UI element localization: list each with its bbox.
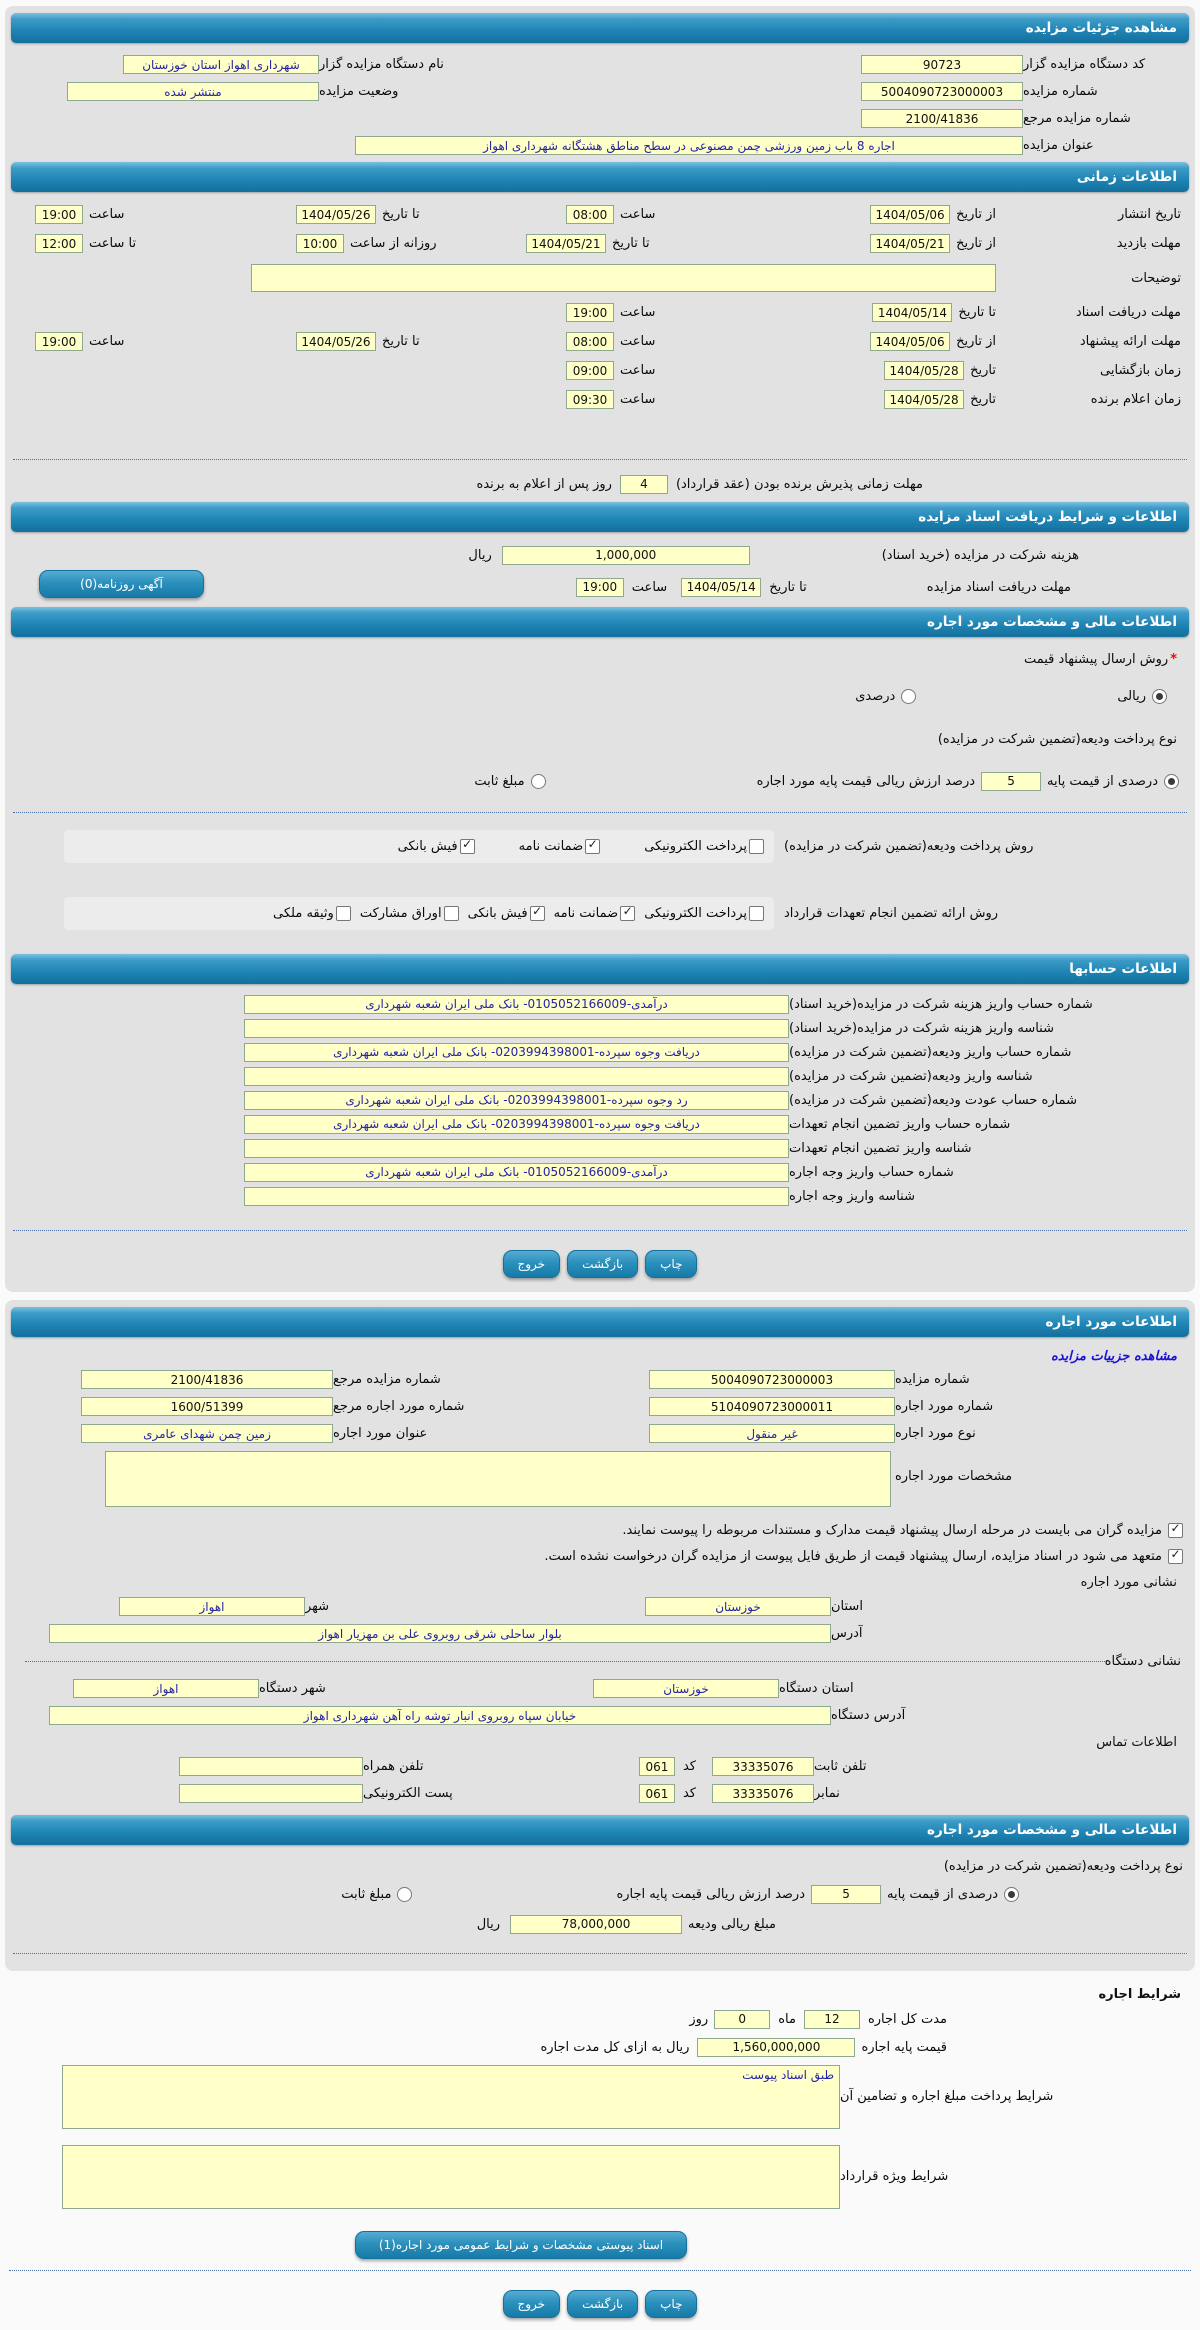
publish-to-time-input[interactable] [35,205,83,224]
docs-receive-date-input[interactable] [681,578,761,597]
comments-row [9,258,1191,298]
account-row-input[interactable] [244,1139,789,1158]
auction-ref-label: شماره مزایده مرجع [1023,111,1131,126]
deposit-mode-radio-row [9,759,1191,803]
separator [13,459,1187,460]
panel2-buttons [5,2280,1195,2324]
account-row [9,1088,1191,1112]
financial-info-title: اطلاعات مالی و مشخصات مورد اجاره [927,614,1177,630]
item-no-row [9,1393,1191,1420]
agency-name-input[interactable] [123,55,319,74]
bank-receipt-label: فیش بانکی [467,905,528,921]
auction-ref-input[interactable] [861,109,1023,128]
electronic-payment-checkbox[interactable] [749,906,764,921]
participation-bonds-label: اوراق مشارکت [359,905,442,921]
rental-item-panel [5,1300,1195,1971]
docs-deadline-row [9,298,1191,327]
deposit-method-label: روش پرداخت ودیعه(تضمین شرکت در مزایده) [784,838,1034,854]
no-file-offer-pledge-label: متعهد می شود در اسناد مزایده، ارسال پیشنهاد قیمت از طریق فایل پیوست از مزایده گران درخواست نشده است. [544,1548,1162,1564]
to-date-label: تا تاریخ [769,579,807,595]
separator [13,812,1187,813]
special-terms-label: شرایط ویژه قرارداد [840,2169,949,2184]
participation-bonds-checkbox[interactable] [444,906,459,921]
hour-label: ساعت [620,305,656,320]
fax-code-input[interactable] [639,1784,675,1803]
city-input[interactable] [119,1597,305,1616]
electronic-payment-label: پرداخت الکترونیکی [644,838,747,854]
base-price-label: قیمت پایه اجاره [861,2039,947,2055]
rental-months-input[interactable] [804,2010,860,2029]
offer-deadline-row [9,327,1191,356]
no-file-offer-checkbox[interactable] [1168,1549,1183,1564]
item-base-percent-suffix: درصد ارزش ریالی قیمت پایه اجاره [616,1886,806,1902]
dotted-line [25,1661,1105,1662]
time-info-header [11,162,1189,192]
auction-title-label: عنوان مزایده [1023,138,1094,153]
auction-ref-row [9,105,1191,132]
agency-address-input[interactable] [49,1706,831,1725]
pledge-row [9,1543,1191,1569]
panel1-buttons [9,1240,1191,1284]
address-label: آدرس [831,1626,863,1641]
auction-status-input[interactable] [67,82,319,101]
docs-receive-deadline-row [9,570,1191,604]
rental-item-header [11,1307,1189,1337]
daily-from-hour-label: روزانه از ساعت [350,236,437,251]
participation-fee-row [9,540,1191,570]
agency-name-label: نام دستگاه مزایده گزار [319,57,444,72]
spacer [9,414,1191,450]
publish-date-label: تاریخ انتشار [1118,207,1181,222]
guarantee-method-row [9,884,1191,942]
base-percent-label: درصدی از قیمت پایه [1047,773,1158,789]
newspaper-ads-button[interactable]: آگهی روزنامه(0) [39,570,204,598]
acceptance-days-input[interactable] [620,475,668,494]
accounts-title: اطلاعات حسابها [1069,961,1177,977]
comments-input[interactable] [251,264,996,292]
auction-ref-input[interactable] [81,1370,333,1389]
deposit-type-row [9,719,1191,759]
guarantee-method-options [64,897,774,930]
account-row-input[interactable] [244,1019,789,1038]
to-date-label: تا تاریخ [382,334,420,349]
view-auction-details-link[interactable]: مشاهده جزییات مزایده [1050,1349,1177,1364]
separator [13,1230,1187,1231]
email-input[interactable] [179,1784,363,1803]
deposit-method-options [64,830,774,863]
to-date-label: تا تاریخ [612,236,650,251]
phone-row [9,1753,1191,1780]
guarantee-method-label: روش ارائه تضمین انجام تعهدات قرارداد [784,905,999,921]
fax-input[interactable] [712,1784,814,1803]
exit-button[interactable]: خروج [503,1250,561,1278]
account-row-input[interactable] [244,1091,789,1110]
winner-announce-row [9,385,1191,414]
base-price-input[interactable] [697,2038,855,2057]
acceptance-suffix: روز پس از اعلام به برنده [476,476,612,492]
item-address-row [9,1620,1191,1647]
item-fixed-amount-radio[interactable] [397,1887,412,1902]
base-percent-radio[interactable] [1164,774,1179,789]
docs-receive-deadline-label: مهلت دریافت اسناد مزایده [926,579,1071,595]
account-row [9,1040,1191,1064]
email-label: پست الکترونیکی [362,1786,453,1801]
fixed-amount-label: مبلغ ثابت [474,773,525,789]
date-label: تاریخ [970,363,996,378]
agency-code-input[interactable] [861,55,1023,74]
deposit-method-row [9,822,1191,870]
base-percent-input[interactable] [981,772,1041,791]
account-row [9,1160,1191,1184]
auction-no-row [9,1366,1191,1393]
offer-deadline-label: مهلت ارائه پیشنهاد [1079,334,1181,349]
winner-time-input[interactable] [566,390,614,409]
offer-to-date-input[interactable] [296,332,376,351]
rial-unit-label: ریال [476,1916,501,1932]
publish-date-row [9,200,1191,229]
visit-from-date-input[interactable] [870,234,950,253]
agency-address-row [9,1702,1191,1729]
item-financial-header [11,1815,1189,1845]
province-label: استان [831,1599,863,1614]
back-button[interactable]: بازگشت [567,2290,638,2318]
agency-address-separator [9,1647,1191,1675]
attachments-row [5,2217,1195,2261]
to-hour-label: تا ساعت [89,236,137,251]
phone-code-input[interactable] [639,1757,675,1776]
auction-details-header [11,13,1189,43]
rental-duration-row [5,2005,1195,2033]
auction-details-panel [5,6,1195,1292]
bank-receipt-label: فیش بانکی [397,838,458,854]
base-price-suffix: ریال به ازای کل مدت اجاره [540,2039,690,2055]
account-row-label: شماره حساب واریز تضمین انجام تعهدات [789,1116,1011,1132]
opening-time-label: زمان بازگشایی [1100,363,1181,378]
item-deposit-type-label: نوع پرداخت ودیعه(تضمین شرکت در مزایده) [943,1858,1183,1874]
opening-date-input[interactable] [884,361,964,380]
electronic-payment-checkbox[interactable] [749,839,764,854]
agency-province-row [9,1675,1191,1702]
item-ref-input[interactable] [81,1397,333,1416]
electronic-payment-label: پرداخت الکترونیکی [644,905,747,921]
guarantee-letter-label: ضمانت نامه [518,838,584,854]
address-input[interactable] [49,1624,831,1643]
account-row-input[interactable] [244,1043,789,1062]
province-input[interactable] [645,1597,831,1616]
item-financial-title: اطلاعات مالی و مشخصات مورد اجاره [927,1822,1177,1838]
rental-terms-section [5,1979,1195,2330]
date-label: تاریخ [970,392,996,407]
visit-from-time-input[interactable] [296,234,344,253]
rental-days-input[interactable] [714,2010,770,2029]
participation-fee-label: هزینه شرکت در مزایده (خرید اسناد) [881,547,1079,563]
base-percent-suffix: درصد ارزش ریالی قیمت پایه مورد اجاره [756,773,976,789]
item-ref-label: شماره مورد اجاره مرجع [333,1399,465,1414]
account-row-label: شناسه واریز وجه اجاره [789,1188,915,1204]
visit-deadline-label: مهلت بازدید [1116,236,1181,251]
fixed-amount-radio[interactable] [531,774,546,789]
account-row [9,1016,1191,1040]
mobile-label: تلفن همراه [362,1759,424,1774]
account-row [9,1112,1191,1136]
month-unit-label: ماه [778,2011,796,2027]
base-price-row [5,2033,1195,2061]
rial-radio[interactable] [1152,689,1167,704]
visit-to-date-input[interactable] [526,234,606,253]
deposit-type-label: نوع پرداخت ودیعه(تضمین شرکت در مزایده) [937,731,1177,747]
account-row [9,1136,1191,1160]
visit-to-time-input[interactable] [35,234,83,253]
property-collateral-checkbox[interactable] [336,906,351,921]
mobile-input[interactable] [179,1757,363,1776]
publish-from-date-input[interactable] [870,205,950,224]
winner-date-input[interactable] [884,390,964,409]
account-row-label: شماره حساب واریز ودیعه(تضمین شرکت در مزایده) [789,1044,1072,1060]
visit-deadline-row [9,229,1191,258]
day-unit-label: روز [689,2011,709,2027]
agency-city-label: شهر دستگاه [259,1681,326,1696]
opening-time-row [9,356,1191,385]
account-row-label: شماره حساب واریز هزینه شرکت در مزایده(خرید اسناد) [789,996,1093,1012]
attachments-button[interactable]: اسناد پیوستی مشخصات و شرایط عمومی مورد اجاره(1) [355,2231,687,2259]
agency-address-group-label: نشانی دستگاه [1104,1653,1181,1669]
item-type-row [9,1420,1191,1447]
item-base-percent-radio[interactable] [1004,1887,1019,1902]
hour-label: ساعت [620,334,656,349]
property-collateral-label: وثیقه ملکی [273,905,334,921]
agency-row [9,51,1191,78]
price-type-radio-row [9,673,1191,719]
rental-item-title: اطلاعات مورد اجاره [1045,1314,1177,1330]
phone-input[interactable] [712,1757,814,1776]
publish-from-time-input[interactable] [566,205,614,224]
fax-code-label: کد [682,1786,696,1801]
from-date-label: از تاریخ [956,207,996,222]
item-specs-label: مشخصات مورد اجاره [895,1469,1013,1484]
account-row-label: شناسه واریز تضمین انجام تعهدات [789,1140,972,1156]
attach-docs-checkbox[interactable] [1168,1523,1183,1538]
accounts-list [9,992,1191,1208]
account-row-label: شماره حساب عودت ودیعه(تضمین شرکت در مزایده) [789,1092,1077,1108]
acceptance-row [9,469,1191,499]
deposit-amount-row [9,1909,1191,1939]
print-button[interactable]: چاپ [645,2290,697,2318]
to-date-label: تا تاریخ [382,207,420,222]
hour-label: ساعت [89,334,125,349]
hour-label: ساعت [89,207,125,222]
winner-announce-label: زمان اعلام برنده [1090,392,1181,407]
required-asterisk: * [1170,651,1177,667]
item-base-percent-label: درصدی از قیمت پایه [887,1886,998,1902]
account-row-input[interactable] [244,1187,789,1206]
item-deposit-mode-row [9,1879,1191,1909]
offer-from-time-input[interactable] [566,332,614,351]
item-province-row [9,1593,1191,1620]
agency-city-input[interactable] [73,1679,259,1698]
publish-to-date-input[interactable] [296,205,376,224]
rial-unit-label: ریال [468,547,492,563]
percent-radio-label: درصدی [855,688,896,704]
special-terms-textarea[interactable] [62,2145,840,2209]
hour-label: ساعت [620,392,656,407]
print-button[interactable]: چاپ [645,1250,697,1278]
docs-deadline-label: مهلت دریافت اسناد [1075,305,1181,320]
account-row-input[interactable] [244,1067,789,1086]
account-row-input[interactable] [244,995,789,1014]
hour-label: ساعت [620,207,656,222]
agency-province-label: استان دستگاه [779,1681,854,1696]
docs-deadline-time-input[interactable] [566,303,614,322]
item-title-label: عنوان مورد اجاره [333,1426,428,1441]
financial-info-header [11,607,1189,637]
account-row-label: شماره حساب واریز وجه اجاره [789,1164,954,1180]
item-type-label: نوع مورد اجاره [895,1426,976,1441]
item-type-input[interactable] [649,1424,895,1443]
from-date-label: از تاریخ [956,334,996,349]
from-date-label: از تاریخ [956,236,996,251]
acceptance-label: مهلت زمانی پذیرش برنده بودن (عقد قرارداد) [675,476,923,492]
comments-label: توضیحات [1131,270,1181,286]
bank-receipt-checkbox[interactable] [530,906,545,921]
auction-no-label: شماره مزایده [895,1372,970,1387]
account-row-label: شناسه واریز هزینه شرکت در مزایده(خرید اسناد) [789,1020,1054,1036]
account-row [9,1184,1191,1208]
item-title-input[interactable] [81,1424,333,1443]
fax-row [9,1780,1191,1807]
to-date-label: تا تاریخ [958,305,996,320]
fax-label: نمابر [814,1786,840,1801]
deposit-amount-label: مبلغ ریالی ودیعه [688,1916,776,1932]
auction-number-label: شماره مزایده [1023,84,1098,99]
auction-no-input[interactable] [649,1370,895,1389]
exit-button[interactable]: خروج [503,2290,561,2318]
docs-conditions-title: اطلاعات و شرایط دریافت اسناد مزایده [918,509,1177,525]
opening-time-input[interactable] [566,361,614,380]
separator [9,2270,1191,2271]
agency-address-label: آدرس دستگاه [831,1708,906,1723]
rial-radio-label: ریالی [1117,688,1146,704]
agency-code-label: کد دستگاه مزایده گزار [1023,57,1146,72]
phone-code-label: کد [682,1759,696,1774]
payment-terms-row [5,2061,1195,2137]
bank-receipt-checkbox[interactable] [460,839,475,854]
docs-receive-time-input[interactable] [576,578,624,597]
account-row-input[interactable] [244,1163,789,1182]
account-row [9,992,1191,1016]
item-specs-textarea[interactable] [105,1451,891,1507]
back-button[interactable]: بازگشت [567,1250,638,1278]
rental-duration-label: مدت کل اجاره [867,2011,947,2027]
pledge-row [9,1517,1191,1543]
city-label: شهر [305,1599,330,1614]
docs-deadline-date-input[interactable] [872,303,952,322]
auction-status-label: وضعیت مزایده [319,84,399,99]
hour-label: ساعت [620,363,656,378]
deposit-amount-input[interactable] [510,1915,682,1934]
auction-title-row [9,132,1191,159]
account-row-input[interactable] [244,1115,789,1134]
auction-ref-label: شماره مزایده مرجع [333,1372,441,1387]
auction-title-input[interactable] [355,136,1023,155]
auction-number-row [9,78,1191,105]
payment-terms-label: شرایط پرداخت مبلغ اجاره و تضامین آن [840,2089,1054,2104]
separator [13,1953,1187,1954]
hour-label: ساعت [631,579,668,595]
agency-province-input[interactable] [593,1679,779,1698]
contact-group-label: اطلاعات تماس [1096,1735,1177,1750]
offer-to-time-input[interactable] [35,332,83,351]
docs-conditions-header [11,502,1189,532]
account-row [9,1064,1191,1088]
auction-number-input[interactable] [861,82,1023,101]
guarantee-letter-checkbox[interactable] [585,839,600,854]
time-info-title: اطلاعات زمانی [1076,169,1177,185]
special-terms-row [5,2137,1195,2217]
item-fixed-amount-label: مبلغ ثابت [341,1886,392,1902]
item-deposit-type-row [9,1853,1191,1879]
phone-label: تلفن ثابت [814,1759,867,1774]
auction-details-title: مشاهده جزئیات مزایده [1025,20,1177,36]
participation-fee-input[interactable] [502,546,750,565]
item-no-input[interactable] [649,1397,895,1416]
payment-terms-textarea[interactable] [62,2065,840,2129]
guarantee-letter-checkbox[interactable] [620,906,635,921]
attach-docs-pledge-label: مزایده گران می بایست در مرحله ارسال پیشنهاد قیمت مدارک و مستندات مربوطه را پیوست نمایند. [622,1522,1162,1538]
offer-from-date-input[interactable] [870,332,950,351]
item-specs-row [9,1447,1191,1517]
item-address-group-label: نشانی مورد اجاره [1080,1575,1177,1590]
guarantee-letter-label: ضمانت نامه [553,905,619,921]
send-method-label: روش ارسال پیشنهاد قیمت [1023,651,1169,667]
send-method-row [9,645,1191,673]
rental-terms-group-label: شرایط اجاره [1098,1987,1181,2002]
percent-radio[interactable] [901,689,916,704]
item-no-label: شماره مورد اجاره [895,1399,994,1414]
item-base-percent-input[interactable] [811,1885,881,1904]
accounts-header [11,954,1189,984]
account-row-label: شناسه واریز ودیعه(تضمین شرکت در مزایده) [789,1068,1033,1084]
